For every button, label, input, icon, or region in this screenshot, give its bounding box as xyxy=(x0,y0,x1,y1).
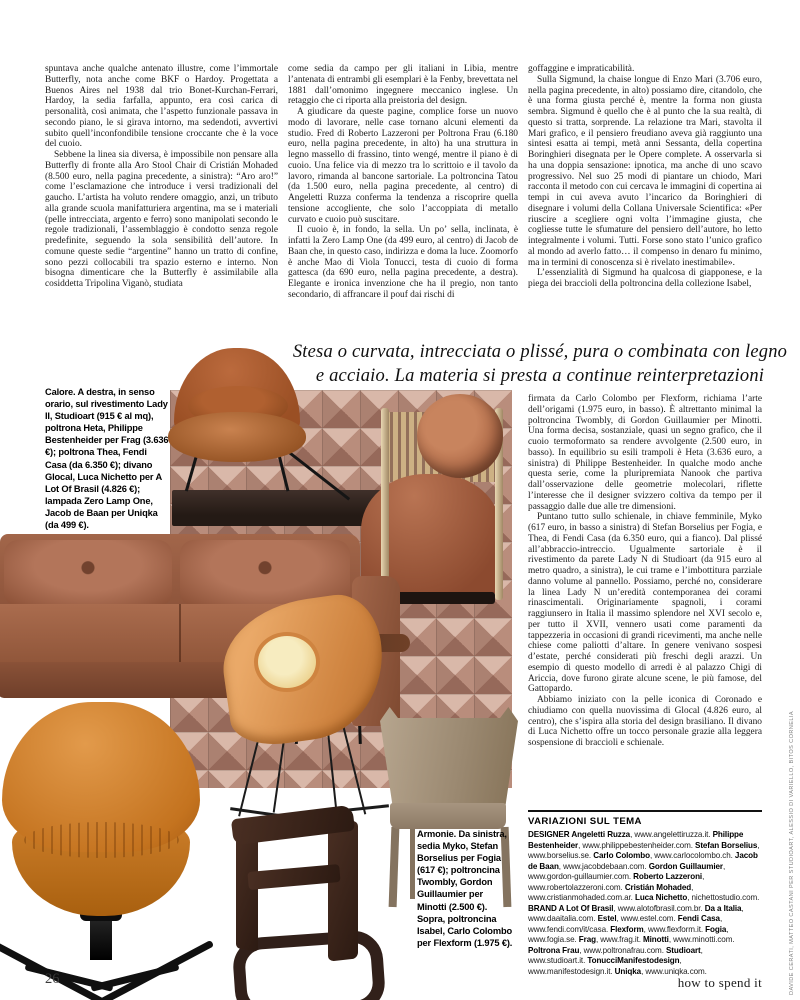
myko-chair-image xyxy=(0,698,220,1000)
heta-chair-image xyxy=(222,598,392,828)
rule-divider xyxy=(528,810,762,812)
article-column-2: come sedia da campo per gli italiani in Libia, mentre l’antenata di entrambi gli esemplari è la Fenby, brevettata nel 1881 dall’omonimo ingegnere meccanico inglese. Un retaggio che ci riporta alla preistoria del design. A giudicare da queste pagine, complice forse un nuovo modo di lavorare, nelle case tornano alcuni elementi da studio. Fred di Roberto Lazzeroni per Poltrona Frau (6.180 euro, nella pagina precedente, in alto) ha una struttura in legno massello di frassino, tinto wengé, mentre il piano è di cuoio. Una felice via di mezzo tra lo scrittoio e il tavolo da lavoro, rimanda al bancone sartoriale. La poltroncina Tatou (da 1.500 euro, nella pagina precedente, al centro) di Angeletti Ruzza conferma la tendenza a riscoprire quella tensione accogliente, che solo l’accoppiata di metallo curvato e cuoio può suscitare. Il cuoio è, in fondo, la sella. Un po’ sella, inclinata, è infatti la Zero Lamp One (da 499 euro, al centro) di Jacob de Baan che, in questo caso, indirizza e doma la luce. Zoomorfo è anche Mao di Viola Tonucci, testa di cuoio di forma gattesca (da 690 euro, nella pagina precedente, a destra). Elegante e ironica invenzione che ha il pregio, non tanto secondario, di affrancare il pouf dai rischi di xyxy=(288,64,518,300)
article-column-4: firmata da Carlo Colombo per Flexform, richiama l’arte dell’origami (1.975 euro, in basso). È altrettanto minimal la poltroncina Twombly, di Gordon Guillaumier per Minotti. Una forma decisa, sostanziale, quasi un segno grafico, che il cuoio termoformato sa rendere avvolgente (2.500 euro, in basso). In equilibrio su esili trampoli è Heta (3.636 euro, a sinistra) di Philippe Bestenheider. In qualche modo anche questa serie, come la pluripremiata Nanook che partiva dall’osservazione delle geometrie molecolari, riflette l’interesse che il designer svizzero coltiva da tempo per il passaggio dalle due alle tre dimensioni. Puntano tutto sullo schienale, in chiave femminile, Myko (617 euro, in basso a sinistra) di Stefan Borselius per Fogia, e Thea, di Fendi Casa (da 6.350 euro, qui a fianco). Dal plissé all’abbraccio-intreccio. Ugualmente sartoriale è il rivestimento da parete Lady N di Studioart (da 915 euro al metro quadro, a sinistra), le cui trame e l’imbottitura parziale danno volume al pannello. Possiamo, perché no, considerare la linea Lady N un’eredità contemporanea dei corami rinascimentali. Originariamente spagnoli, i corami raggiunsero in Italia il massimo splendore nel XVI secolo e, per tutto il XVII, vennero usati come paramenti da tappezzeria in occasioni di grandi ricevimenti, ma anche nelle chiese come paliotti d’altare. In genere venivano sospesi d’estate, perché considerati più freschi degli arazzi. Un esempio di questo modello di arredi è al palazzo Chigi di Ariccia, dove furono girate alcune scene, le più famose, del Gattopardo. Abbiamo iniziato con la pelle iconica di Coronado e chiudiamo con quella nuovissima di Glocal (4.826 euro, al centro), che s’ispira alla storia del design brasiliano. Il divano di Luca Nichetto offre un tocco personale grazie alla leggera sospensione di braccioli e schienale. xyxy=(528,394,762,748)
photo-credit: DAVIDE CERATI, MATTEO CASTANI PER STUDIOART, ALESSIO DI VARIELLO, BITOS CORNELIA xyxy=(789,711,795,995)
pull-quote: Stesa o curvata, intrecciata o plissé, pura o combinata con legno e acciaio. La materia si presta a continue reinterpretazioni xyxy=(292,342,788,386)
caption-armonie: Armonie. Da sinistra, sedia Myko, Stefan Borselius per Fogia (617 €); poltroncina Twombly, Gordon Guillaumier per Minotti (2.500 €). Sopra, poltroncina Isabel, Carlo Colombo per Flexform (1.975 €). xyxy=(417,829,513,948)
article-column-3: goffaggine e impraticabilità. Sulla Sigmund, la chaise longue di Enzo Mari (3.706 euro, nella pagina precedente, in alto) possiamo dire, citandolo, che è una forma giusta perché è, mentre la forma non giusta sembra. Sigmund è quello che è al punto che la sua realtà, di questo si tratta, sorprende. La relazione tra Mari, stavolta il Mari grafico, e il pensiero freudiano aveva già raggiunto una sintesi esatta ai tempi, metà anni Sessanta, della copertina Boringhieri disegnata per le Opere complete. A osservarla si ha una doppia sensazione: ipnotica, ma anche di uno scavo progressivo. Nel suo 25 modi di piantare un chiodo, Mari racconta il metodo con cui cercava le immagini di copertina ai tempi in cui aveva avuto l’incarico da Boringhieri di disegnare i volumi della Collana Universale Scientifica: «Per riuscire a scegliere ogni volta l’immagine giusta, che cogliesse tutte le sfumature del pensiero dell’autore, ho letto integralmente i volumi. Tutti. Forse sono stato l’unico grafico al mondo ad averlo fatto… il compenso in denaro fu minimo, ma in termini di conoscenza si è rivelato inestimabile». L’essenzialità di Sigmund ha qualcosa di giapponese, e la piega dei braccioli della poltroncina della collezione Isabel, xyxy=(528,64,762,289)
article-column-1: spuntava anche qualche antenato illustre, come l’immortale Butterfly, nota anche come BKF o Hardoy. Progettata a Buenos Aires nel 1938 dal trio Bonet-Kurchan-Ferrari, Hardoy, la sedia farfalla, appunto, era così carica di personalità, così animata, che l’aspetto funzionale passava in secondo piano, le si girava intorno, ma sedendoti, avvertivi subito quell’inconfondibile tensione croccante che è la voce del cuoio. Sebbene la linea sia diversa, è impossibile non pensare alla Butterfly di fronte alla Aro Stool Chair di Cristián Mohaded (8.500 euro, nella pagina precedente, a sinistra): “Aro aro!” come l’esclamazione che introduce i versi tradizionali del gaucho. L’artista ha voluto rendere omaggio, anzi, un tributo alla grande scuola manifatturiera argentina, ma se i materiali (pelle intrecciata, argento e ferro) sono manipolati secondo le regole tradizionali, l’assemblaggio è condotto senza regole predefinite, seguendo la sola sensibilità dell’autore. In comune queste sedie “argentine” hanno un tratto di confine, sono pezzi collocabili tra spazio esterno e interno. Non bisogna dimenticare che la Butterfly è assimilabile alla cosiddetta Tripolina Viganò, studiata xyxy=(45,64,278,289)
page-number: 26 xyxy=(45,971,60,987)
caption-calore: Calore. A destra, in senso orario, sul rivestimento Lady II, Studioart (915 € al mq), poltrona Heta, Philippe Bestenheider per Frag (3.636 €); poltrona Thea, Fendi Casa (da 6.350 €); divano Glocal, Luca Nichetto per A Lot Of Brasil (4.826 €); lampada Zero Lamp One, Jacob de Baan per Uniqka (da 499 €). xyxy=(45,387,169,531)
magazine-logo: how to spend it xyxy=(677,975,762,990)
variazioni-box xyxy=(528,810,762,977)
bench-image xyxy=(172,490,386,526)
designer-directory: DESIGNER Angeletti Ruzza, www.angelettiruzza.it. Philippe Bestenheider, www.philippebestenheider.com. Stefan Borselius, www.borselius.se. Carlo Colombo, www.carlocolombo.ch. Jacob de Baan, www.jacobdebaan.com. Gordon Guillaumier, www.gordon-guillaumier.com. Roberto Lazzeroni, www.robertolazzeroni.com. Cristián Mohaded, www.cristianmohaded.com.ar. Luca Nichetto, nichettostudio.com. BRAND A Lot Of Brasil, www.alotofbrasil.com.br. Da a Italia, www.daaitalia.com. Estel, www.estel.com. Fendi Casa, www.fendi.com/it/casa. Flexform, www.flexform.it. Fogia, www.fogia.se. Frag, www.frag.it. Minotti, www.minotti.com. Poltrona Frau, www.poltronafrau.com. Studioart, www.studioart.it. TonucciManifestodesign, www.manifestodesign.it. Uniqka, www.uniqka.com. xyxy=(528,830,760,976)
variazioni-title: VARIAZIONI SUL TEMA xyxy=(528,816,642,827)
dark-wood-chair-image xyxy=(222,806,374,1000)
